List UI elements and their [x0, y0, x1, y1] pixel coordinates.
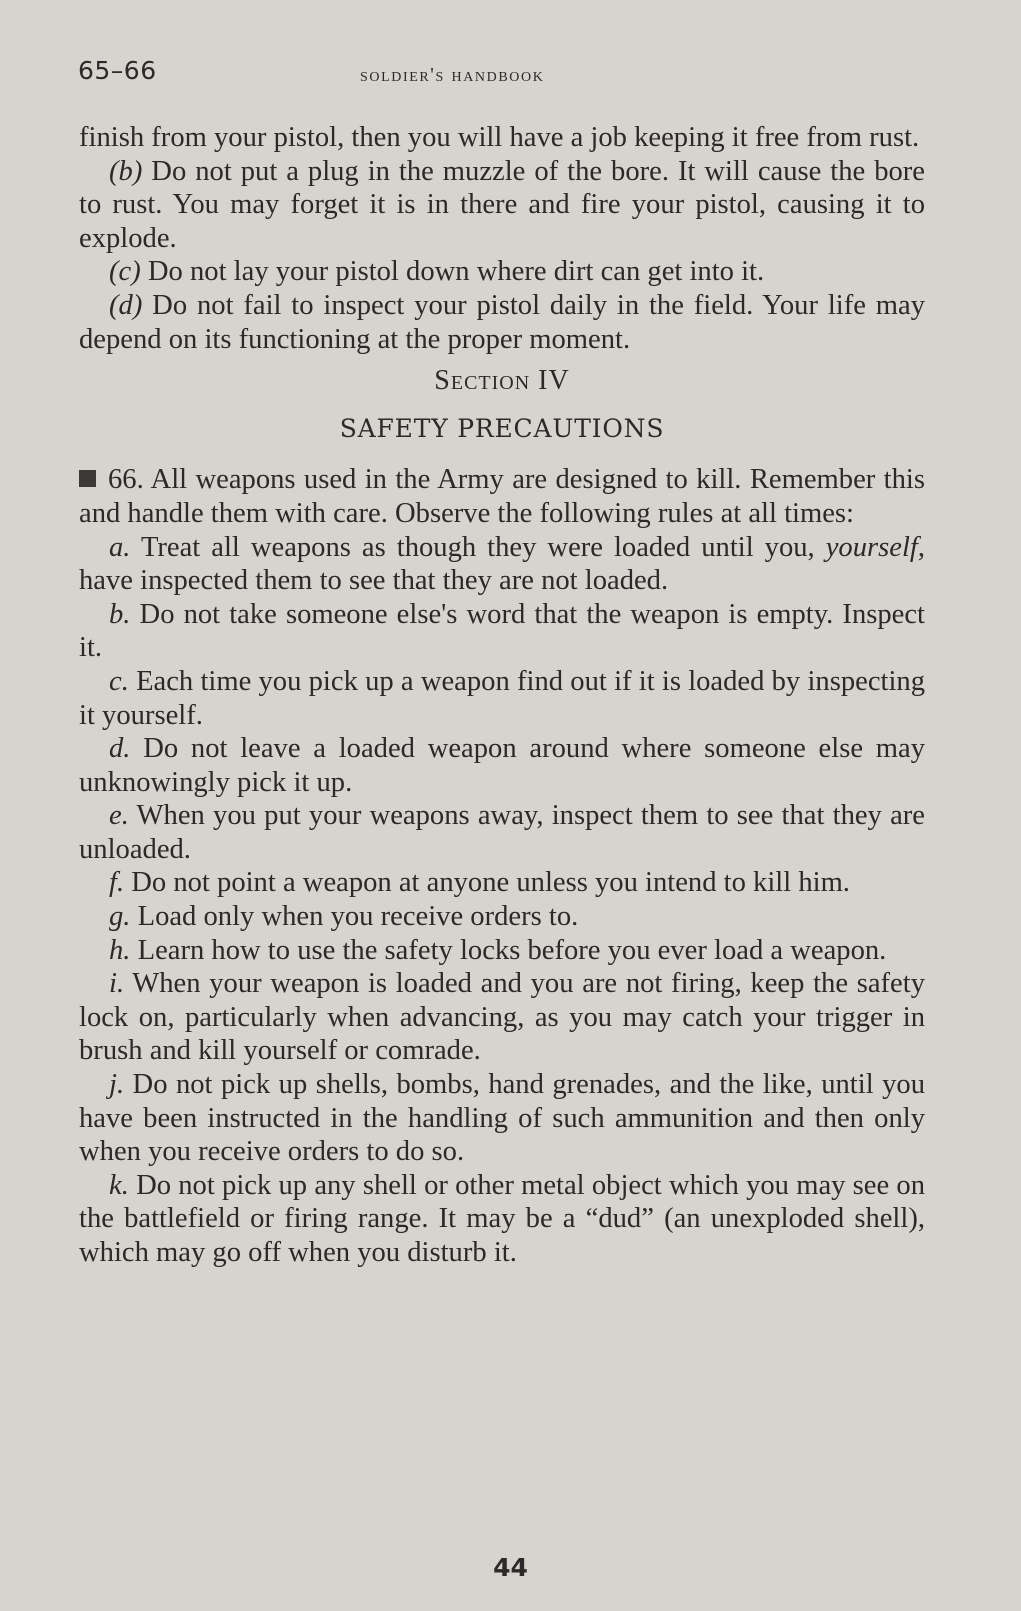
- safety-rule-g: [79, 900, 925, 934]
- safety-rule-e: [79, 799, 925, 866]
- safety-rule-b: [79, 598, 925, 665]
- pistol-rule-b: [79, 155, 925, 256]
- rule-text: Do not take someone else's word that the weapon is empty. Inspect it.: [79, 598, 925, 664]
- section-title: SAFETY PRECAUTIONS: [339, 413, 665, 443]
- rule-text: When you put your weapons away, inspect them to see that they are unloaded.: [79, 800, 925, 865]
- rule-text: , have inspected them to see that they are not loaded.: [79, 531, 925, 597]
- rule-text: Treat all weapons as though they were loaded until you,: [130, 531, 826, 563]
- rule-text: Do not leave a loaded weapon around where someone else may unknowingly pick it up.: [79, 733, 925, 798]
- rule-text: Each time you pick up a weapon find out if it is loaded by inspecting it yourself.: [79, 665, 925, 731]
- rule-letter: f.: [109, 867, 125, 899]
- rule-text: Do not point a weapon at anyone unless you intend to kill him.: [124, 867, 850, 899]
- rule-letter: k.: [109, 1169, 129, 1201]
- rule-text: Do not pick up shells, bombs, hand grenades, and the like, until you have been instructed in the handling of such ammunition and then only when you receive orders to do so.: [79, 1069, 925, 1168]
- running-title: soldier's handbook: [360, 64, 545, 86]
- rule-letter: h.: [109, 934, 131, 966]
- paragraph-text: Do not lay your pistol down where dirt can get into it.: [140, 256, 765, 288]
- paragraph-text: Do not put a plug in the muzzle of the bore. It will cause the bore to rust. You may forget it is in there and fire your pistol, causing it to explode.: [79, 155, 925, 254]
- safety-rule-d: [79, 732, 925, 799]
- rule-text: Do not pick up any shell or other metal object which you may see on the battlefield or firing range. It may be a “dud” (an unexploded shell), which may go off when you disturb it.: [79, 1169, 925, 1268]
- rule-text: Learn how to use the safety locks before you ever load a weapon.: [130, 934, 887, 966]
- paragraph-text: 66. All weapons used in the Army are designed to kill. Remember this and handle them with care. Observe the following rules at all times:: [79, 464, 925, 529]
- page-number: 44: [493, 1553, 528, 1582]
- paragraph-range: 65–66: [78, 56, 157, 85]
- paragraph-text: finish from your pistol, then you will have a job keeping it free from rust.: [79, 122, 920, 153]
- subparagraph-label: (d): [109, 289, 143, 321]
- safety-rule-i: [79, 967, 925, 1068]
- safety-rule-f: [79, 866, 925, 900]
- pistol-rule-c: [79, 255, 925, 289]
- body-text: [79, 121, 925, 1270]
- section-label: Section IV: [434, 365, 570, 397]
- subparagraph-label: (b): [109, 155, 143, 187]
- safety-rule-h: [79, 934, 925, 968]
- carryover-paragraph: [79, 121, 925, 155]
- rule-letter: g.: [109, 901, 131, 933]
- subparagraph-label: (c): [109, 256, 141, 288]
- pistol-rule-d: [79, 289, 925, 356]
- safety-rule-c: [79, 665, 925, 732]
- rule-letter: i.: [109, 968, 125, 1000]
- rule-letter: a.: [109, 531, 131, 563]
- rule-letter: d.: [109, 733, 131, 765]
- rule-letter: c.: [109, 665, 129, 697]
- running-head: [78, 56, 925, 92]
- paragraph-66: [79, 463, 925, 530]
- rule-letter: e.: [109, 800, 129, 832]
- paragraph-text: Do not fail to inspect your pistol daily in the field. Your life may depend on its functioning at the proper moment.: [79, 289, 925, 355]
- safety-rule-a: [79, 531, 925, 598]
- safety-rule-k: [79, 1169, 925, 1270]
- rule-letter: j.: [109, 1069, 125, 1101]
- rule-text: Load only when you receive orders to.: [130, 901, 579, 933]
- emphasized-word: yourself: [825, 531, 918, 563]
- safety-rule-j: [79, 1068, 925, 1169]
- paragraph-marker-icon: [79, 470, 96, 487]
- rule-letter: b.: [109, 598, 131, 630]
- rule-text: When your weapon is loaded and you are not firing, keep the safety lock on, particularly when advancing, as you may catch your trigger in brush and kill yourself or comrade.: [79, 968, 925, 1067]
